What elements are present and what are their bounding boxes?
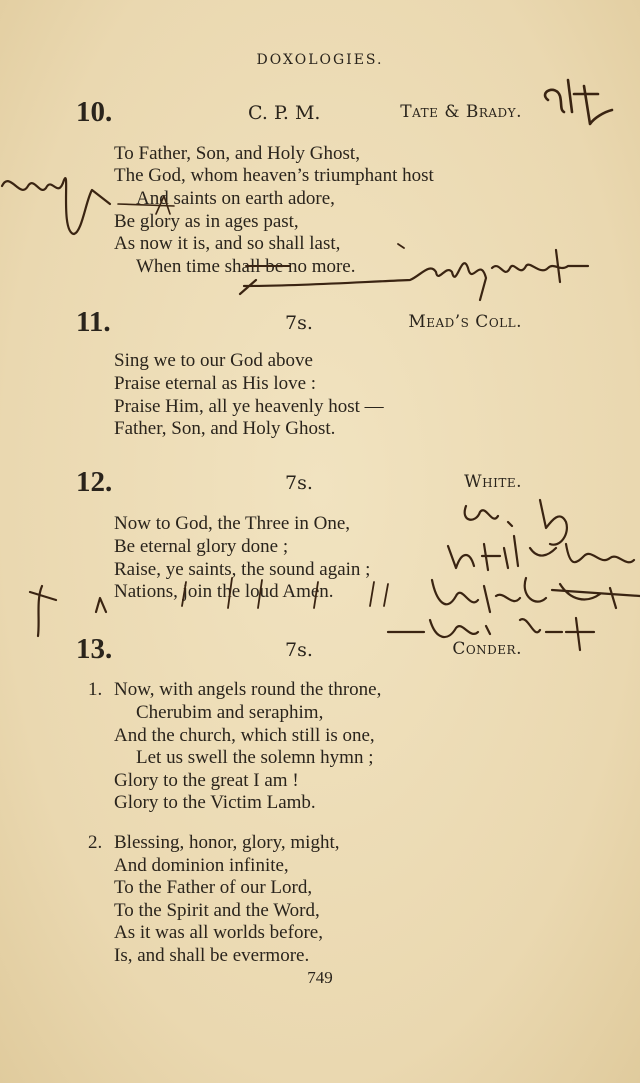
annotation-tick bbox=[398, 244, 404, 248]
hymn-line: Now, with angels round the throne, bbox=[114, 679, 382, 700]
hymn-line: And dominion infinite, bbox=[114, 855, 289, 876]
hymn-line: Let us swell the solemn hymn ; bbox=[136, 747, 374, 768]
hymn-line: Glory to the great I am ! bbox=[114, 770, 299, 791]
hymn-meter: 7s. bbox=[285, 312, 313, 334]
hymn-line: Praise eternal as His love : bbox=[114, 373, 317, 394]
hymn-line: And saints on earth adore, bbox=[136, 188, 335, 209]
hymn-tune: Mead’s Coll. bbox=[408, 312, 522, 332]
annotation-brackets bbox=[182, 578, 388, 608]
running-header: DOXOLOGIES. bbox=[256, 52, 384, 68]
hymn-number: 12. bbox=[76, 466, 113, 498]
hymn-line: And the church, which still is one, bbox=[114, 725, 375, 746]
page-number: 749 bbox=[307, 968, 333, 987]
annotation-right-1 bbox=[465, 500, 567, 545]
hymn-tune: White. bbox=[464, 472, 522, 492]
hymn-line: Nations, join the loud Amen. bbox=[114, 581, 334, 602]
hymn-line: Be glory as in ages past, bbox=[114, 211, 299, 232]
annotation-left-marks bbox=[30, 586, 106, 636]
hymn-line: Now to God, the Three in One, bbox=[114, 513, 351, 534]
hymn-line: To the Father of our Lord, bbox=[114, 877, 313, 898]
annotation-itself-must bbox=[240, 250, 588, 300]
annotation-right-3 bbox=[432, 578, 640, 612]
hymn-line: As now it is, and so shall last, bbox=[114, 233, 341, 254]
hymn-line: Sing we to our God above bbox=[114, 350, 313, 371]
hymn-line: As it was all worlds before, bbox=[114, 922, 323, 943]
hymn-line: Cherubim and seraphim, bbox=[136, 702, 324, 723]
annotation-left-scribble bbox=[2, 178, 110, 234]
hymn-line: To Father, Son, and Holy Ghost, bbox=[114, 143, 360, 164]
hymn-meter: 7s. bbox=[285, 639, 313, 661]
hymn-line: Be eternal glory done ; bbox=[114, 536, 289, 557]
hymn-line: Praise Him, all ye heavenly host — bbox=[114, 396, 384, 417]
hymn-line: The God, whom heaven’s triumphant host bbox=[114, 165, 434, 186]
hymn-tune: Tate & Brady. bbox=[400, 102, 522, 122]
hymn-line: Glory to the Victim Lamb. bbox=[114, 792, 316, 813]
hymn-line: Is, and shall be evermore. bbox=[114, 945, 310, 966]
annotation-right-2 bbox=[448, 536, 634, 570]
hymn-line: To the Spirit and the Word, bbox=[114, 900, 320, 921]
verse-number: 1. bbox=[88, 679, 103, 700]
hymn-number: 13. bbox=[76, 633, 113, 665]
verse-number: 2. bbox=[88, 832, 103, 853]
hymn-line: Raise, ye saints, the sound again ; bbox=[114, 559, 371, 580]
annotation-alt bbox=[545, 80, 612, 124]
hymn-number: 11. bbox=[76, 306, 111, 338]
hymn-number: 10. bbox=[76, 96, 113, 128]
hymn-line: Blessing, honor, glory, might, bbox=[114, 832, 340, 853]
hymn-line: Father, Son, and Holy Ghost. bbox=[114, 418, 336, 439]
hymn-tune: Conder. bbox=[452, 639, 522, 659]
annotation-underline bbox=[118, 196, 174, 214]
hymn-line: When time shall be no more. bbox=[136, 256, 356, 277]
annotation-right-4 bbox=[388, 618, 594, 650]
hymn-meter: C. P. M. bbox=[248, 102, 321, 124]
hymn-meter: 7s. bbox=[285, 472, 313, 494]
